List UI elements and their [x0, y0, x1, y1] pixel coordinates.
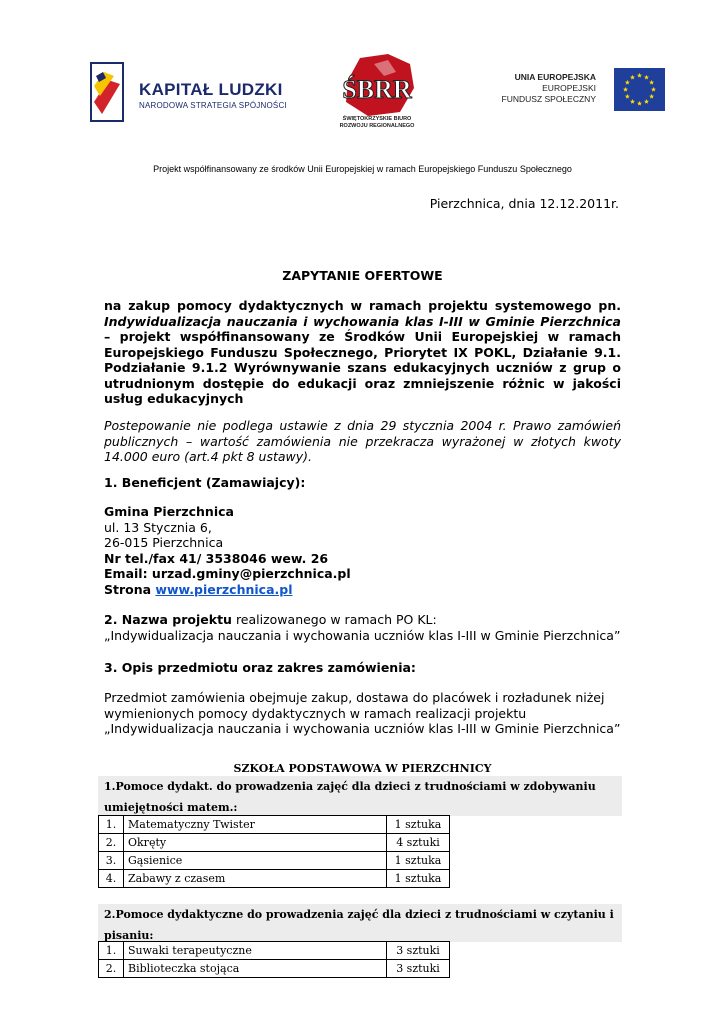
group2-heading-line1: 2.Pomoce dydaktyczne do prowadzenia zajęć dla dzieci z trudnościami w czytaniu i	[104, 908, 614, 921]
item-name: Biblioteczka stojąca	[124, 960, 387, 978]
sbrr-subtitle-line1: ŚWIĘTOKRZYSKIE BIURO	[342, 116, 412, 122]
row-number: 1.	[99, 942, 124, 960]
item-name: Matematyczny Twister	[124, 816, 387, 834]
section3-description	[104, 690, 621, 737]
item-name: Gąsienice	[124, 852, 387, 870]
beneficiary-street: ul. 13 Stycznia 6,	[104, 519, 212, 535]
section1-heading: 1. Beneficjent (Zamawiajcy):	[104, 475, 306, 490]
beneficiary-www-label: Strona	[104, 581, 156, 597]
eu-text-block	[498, 72, 596, 105]
row-number: 3.	[99, 852, 124, 870]
section2-rest: realizowanego w ramach PO KL:	[231, 612, 437, 627]
item-quantity: 3 sztuki	[387, 942, 450, 960]
section3-line1: Przedmiot zamówienia obejmuje zakup, dostawa do placówek i rozładunek niżej	[104, 690, 605, 705]
table-row	[99, 852, 450, 870]
section2	[104, 612, 621, 643]
group1-table	[98, 815, 450, 888]
section2-project-title: „Indywidualizacja nauczania i wychowania uczniów klas I-III w Gminie Pierzchnica”	[104, 627, 621, 643]
kapital-ludzki-flag-icon	[90, 62, 124, 122]
item-name: Suwaki terapeutyczne	[124, 942, 387, 960]
document-title: ZAPYTANIE OFERTOWE	[282, 268, 443, 283]
item-quantity: 3 sztuki	[387, 960, 450, 978]
table-row	[99, 942, 450, 960]
group1-heading-line2: umiejętności matem.:	[104, 801, 238, 814]
eu-line3: FUNDUSZ SPOŁECZNY	[501, 94, 596, 104]
intro-part1: na zakup pomocy dydaktycznych w ramach projektu systemowego pn.	[104, 298, 621, 313]
item-name: Okręty	[124, 834, 387, 852]
beneficiary-email: Email: urzad.gminy@pierzchnica.pl	[104, 566, 351, 581]
group2-heading	[98, 904, 622, 942]
kapital-ludzki-title: KAPITAŁ LUDZKI	[139, 80, 283, 99]
eu-line2: EUROPEJSKI	[542, 83, 596, 93]
beneficiary-block	[104, 504, 621, 597]
section3-line3: „Indywidualizacja nauczania i wychowania uczniów klas I-III w Gminie Pierzchnica”	[104, 721, 621, 736]
item-quantity: 1 sztuka	[387, 870, 450, 888]
project-cofinancing-note: Projekt współfinansowany ze środków Unii Europejskiej w ramach Europejskiego Funduszu Społecznego	[153, 164, 572, 174]
item-quantity: 1 sztuka	[387, 816, 450, 834]
table-row	[99, 960, 450, 978]
row-number: 4.	[99, 870, 124, 888]
beneficiary-website-link[interactable]: www.pierzchnica.pl	[155, 581, 293, 597]
intro-project-name: Indywidualizacja nauczania i wychowania klas I-III w Gminie Pierzchnica	[104, 313, 621, 329]
group2-table	[98, 941, 450, 978]
sbrr-logo-text: ŚBRR	[342, 75, 412, 104]
item-quantity: 4 sztuki	[387, 834, 450, 852]
item-quantity: 1 sztuka	[387, 852, 450, 870]
row-number: 2.	[99, 834, 124, 852]
eu-flag-icon	[614, 68, 665, 111]
sbrr-subtitle-line2: ROZWOJU REGIONALNEGO	[339, 123, 415, 129]
group2-heading-line2: pisaniu:	[104, 929, 154, 942]
place-date: Pierzchnica, dnia 12.12.2011r.	[429, 196, 619, 211]
section3-line2: wymienionych pomocy dydaktycznych w ramach realizacji projektu	[104, 705, 527, 721]
school-heading: SZKOŁA PODSTAWOWA W PIERZCHNICY	[233, 762, 492, 775]
legal-note: Postepowanie nie podlega ustawie z dnia 29 stycznia 2004 r. Prawo zamówień publicznych – wartość zamówienia nie przekracza wyrażonej w złotych kwoty 14.000 euro (art.4 pkt 8 ustawy).	[104, 418, 621, 464]
row-number: 2.	[99, 960, 124, 978]
beneficiary-name: Gmina Pierzchnica	[104, 504, 234, 519]
beneficiary-city: 26-015 Pierzchnica	[104, 535, 224, 550]
item-name: Zabawy z czasem	[124, 870, 387, 888]
beneficiary-phone: Nr tel./fax 41/ 3538046 wew. 26	[104, 550, 329, 566]
section2-heading: 2. Nazwa projektu	[104, 612, 232, 627]
table-row	[99, 870, 450, 888]
section3-heading: 3. Opis przedmiotu oraz zakres zamówienia:	[104, 660, 416, 675]
row-number: 1.	[99, 816, 124, 834]
table-row	[99, 816, 450, 834]
intro-paragraph	[104, 298, 621, 407]
group1-heading	[98, 776, 622, 816]
table-row	[99, 834, 450, 852]
eu-line1: UNIA EUROPEJSKA	[514, 72, 596, 82]
intro-part3: – projekt współfinansowany ze Środków Unii Europejskiej w ramach Europejskiego Funduszu Społecznego, Priorytet IX POKL, Działanie 9.1. Podziałanie 9.1.2 Wyrównywanie szans edukacyjnych uczniów z grup o utrudnionym dostępie do edukacji oraz zmniejszenie różnic w jakości usług edukacyjnych	[104, 329, 621, 406]
group1-heading-line1: 1.Pomoce dydakt. do prowadzenia zajęć dla dzieci z trudnościami w zdobywaniu	[104, 780, 596, 793]
kapital-ludzki-subtitle: NARODOWA STRATEGIA SPÓJNOŚCI	[139, 101, 287, 110]
